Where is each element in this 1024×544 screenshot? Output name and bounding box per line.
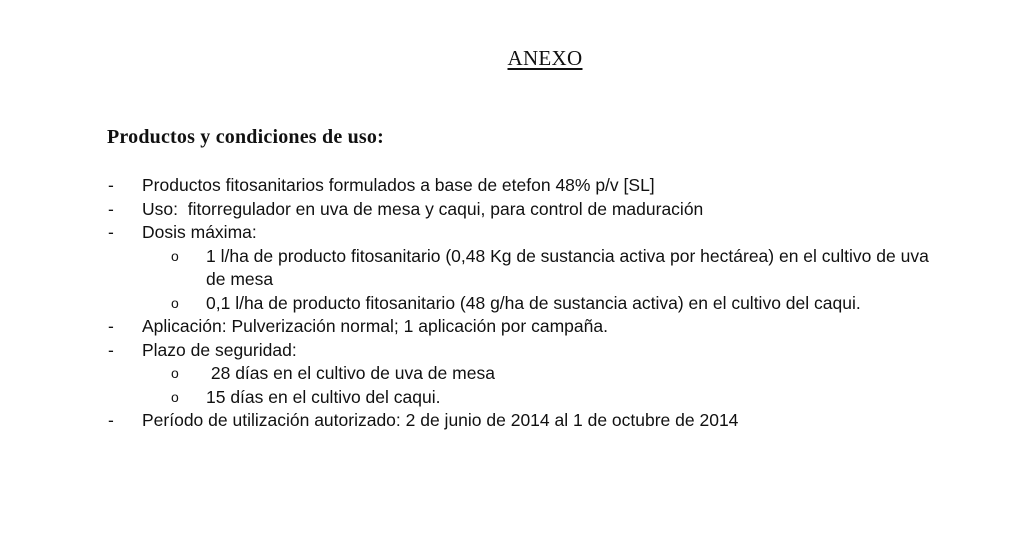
- sub-item-text: 15 días en el cultivo del caqui.: [206, 386, 441, 407]
- list-item-products: [108, 174, 968, 198]
- dash-marker: -: [108, 222, 114, 242]
- dash-marker: -: [108, 339, 114, 360]
- list-item-text: Dosis máxima:: [142, 222, 257, 242]
- sub-item-dose-grape: [171, 245, 968, 292]
- sub-item-text: 1 l/ha de producto fitosanitario (0,48 Kg de sustancia activa por hectárea) en el cultivo de uva de mesa: [206, 245, 929, 289]
- sub-item-text: 28 días en el cultivo de uva de mesa: [206, 363, 495, 383]
- list-item-text: Uso: fitorregulador en uva de mesa y caqui, para control de maduración: [142, 198, 704, 219]
- dash-marker: -: [108, 198, 114, 219]
- conditions-list: [108, 174, 968, 433]
- list-item-text: Plazo de seguridad:: [142, 339, 297, 360]
- annex-title: ANEXO: [507, 46, 583, 70]
- list-item-text: Productos fitosanitarios formulados a base de etefon 48% p/v [SL]: [142, 175, 655, 195]
- list-item-dose: [108, 221, 968, 245]
- list-item-use: [108, 198, 968, 222]
- list-item-application: [108, 315, 968, 339]
- circle-bullet: o: [171, 247, 179, 264]
- dash-marker: -: [108, 410, 114, 430]
- list-item-text: Aplicación: Pulverización normal; 1 aplicación por campaña.: [142, 316, 608, 336]
- list-item-authorized-period: [108, 409, 968, 433]
- circle-bullet: o: [171, 365, 179, 381]
- sub-item-safety-persimmon: [171, 386, 968, 410]
- sub-item-safety-grape: [171, 362, 968, 386]
- sub-item-dose-persimmon: [171, 292, 968, 316]
- list-item-safety-period: [108, 339, 968, 363]
- list-item-text: Período de utilización autorizado: 2 de junio de 2014 al 1 de octubre de 2014: [142, 410, 739, 430]
- dash-marker: -: [108, 316, 114, 336]
- sub-item-text: 0,1 l/ha de producto fitosanitario (48 g/ha de sustancia activa) en el cultivo del caqui.: [206, 292, 861, 313]
- circle-bullet: o: [171, 388, 179, 405]
- section-heading: Productos y condiciones de uso:: [107, 126, 384, 148]
- circle-bullet: o: [171, 294, 179, 311]
- dash-marker: -: [108, 175, 114, 195]
